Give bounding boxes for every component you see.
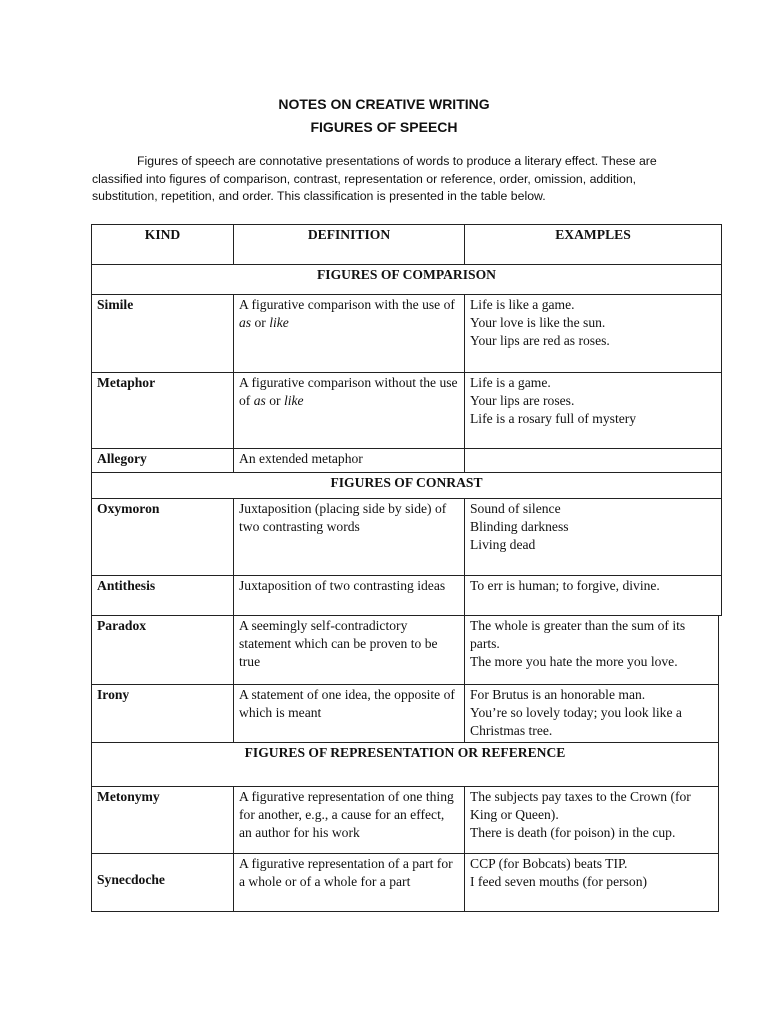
definition-allegory: An extended metaphor xyxy=(233,448,465,473)
definition-antithesis: Juxtaposition of two contrasting ideas xyxy=(233,575,465,616)
table-row xyxy=(91,498,722,576)
header-examples: EXAMPLES xyxy=(464,224,722,265)
example-line: The subjects pay taxes to the Crown (for King or Queen). xyxy=(470,789,691,822)
examples-synecdoche xyxy=(464,853,719,912)
example-line: Life is a rosary full of mystery xyxy=(470,411,637,426)
examples-paradox xyxy=(464,615,719,685)
header-kind: KIND xyxy=(91,224,234,265)
example-line: Life is like a game. xyxy=(470,297,575,312)
example-line: The whole is greater than the sum of its parts. xyxy=(470,618,686,651)
document-title: NOTES ON CREATIVE WRITING xyxy=(278,96,490,112)
section-row-contrast xyxy=(91,472,722,499)
section-row-representation xyxy=(91,742,722,787)
example-line: To err is human; to forgive, divine. xyxy=(470,578,660,593)
section-contrast: FIGURES OF CONRAST xyxy=(91,472,722,499)
example-line: I feed seven mouths (for person) xyxy=(470,874,648,889)
example-line: There is death (for poison) in the cup. xyxy=(470,825,676,840)
examples-simile xyxy=(464,294,722,373)
table-row xyxy=(91,575,722,616)
kind-metonymy: Metonymy xyxy=(91,786,234,854)
definition-oxymoron: Juxtaposition (placing side by side) of two contrasting words xyxy=(233,498,465,576)
example-line: Your love is like the sun. xyxy=(470,315,606,330)
section-comparison: FIGURES OF COMPARISON xyxy=(91,264,722,295)
example-line: Sound of silence xyxy=(470,501,561,516)
section-row-comparison xyxy=(91,264,722,295)
example-line: You’re so lovely today; you look like a Christmas tree. xyxy=(470,705,682,738)
kind-allegory: Allegory xyxy=(91,448,234,473)
examples-metaphor xyxy=(464,372,722,449)
examples-metonymy xyxy=(464,786,719,854)
kind-paradox: Paradox xyxy=(91,615,234,685)
examples-irony xyxy=(464,684,719,743)
table-row xyxy=(91,294,722,373)
table-row xyxy=(91,786,722,854)
kind-irony: Irony xyxy=(91,684,234,743)
examples-oxymoron xyxy=(464,498,722,576)
section-representation: FIGURES OF REPRESENTATION OR REFERENCE xyxy=(91,742,719,787)
definition-metaphor: A figurative comparison without the use of as or like xyxy=(233,372,465,449)
example-line: Life is a game. xyxy=(470,375,551,390)
kind-antithesis: Antithesis xyxy=(91,575,234,616)
table-header-row xyxy=(91,224,722,265)
kind-metaphor: Metaphor xyxy=(91,372,234,449)
definition-simile: A figurative comparison with the use of as or like xyxy=(233,294,465,373)
example-line: Blinding darkness xyxy=(470,519,569,534)
intro-paragraph: Figures of speech are connotative presentations of words to produce a literary effect. These are classified into figures of comparison, contrast, representation or reference, order, omission, addition, substitution, repetition, and order. This classification is presented in the table below. xyxy=(92,154,657,203)
table-row xyxy=(91,615,722,685)
examples-allegory xyxy=(464,448,722,473)
example-line: Your lips are roses. xyxy=(470,393,575,408)
example-line: CCP (for Bobcats) beats TIP. xyxy=(470,856,628,871)
definition-irony: A statement of one idea, the opposite of which is meant xyxy=(233,684,465,743)
definition-paradox: A seemingly self-contradictory statement which can be proven to be true xyxy=(233,615,465,685)
definition-synecdoche: A figurative representation of a part for a whole or of a whole for a part xyxy=(233,853,465,912)
kind-oxymoron: Oxymoron xyxy=(91,498,234,576)
header-definition: DEFINITION xyxy=(233,224,465,265)
example-line: The more you hate the more you love. xyxy=(470,654,678,669)
table-row xyxy=(91,853,722,912)
example-line: For Brutus is an honorable man. xyxy=(470,687,646,702)
table-row xyxy=(91,684,722,743)
examples-antithesis xyxy=(464,575,722,616)
example-line: Your lips are red as roses. xyxy=(470,333,610,348)
kind-simile: Simile xyxy=(91,294,234,373)
table-row xyxy=(91,372,722,449)
example-line: Living dead xyxy=(470,537,536,552)
kind-synecdoche: Synecdoche xyxy=(91,853,234,912)
table-row xyxy=(91,448,722,473)
document-subtitle: FIGURES OF SPEECH xyxy=(310,119,458,135)
definition-metonymy: A figurative representation of one thing for another, e.g., a cause for an effect, an author for his work xyxy=(233,786,465,854)
